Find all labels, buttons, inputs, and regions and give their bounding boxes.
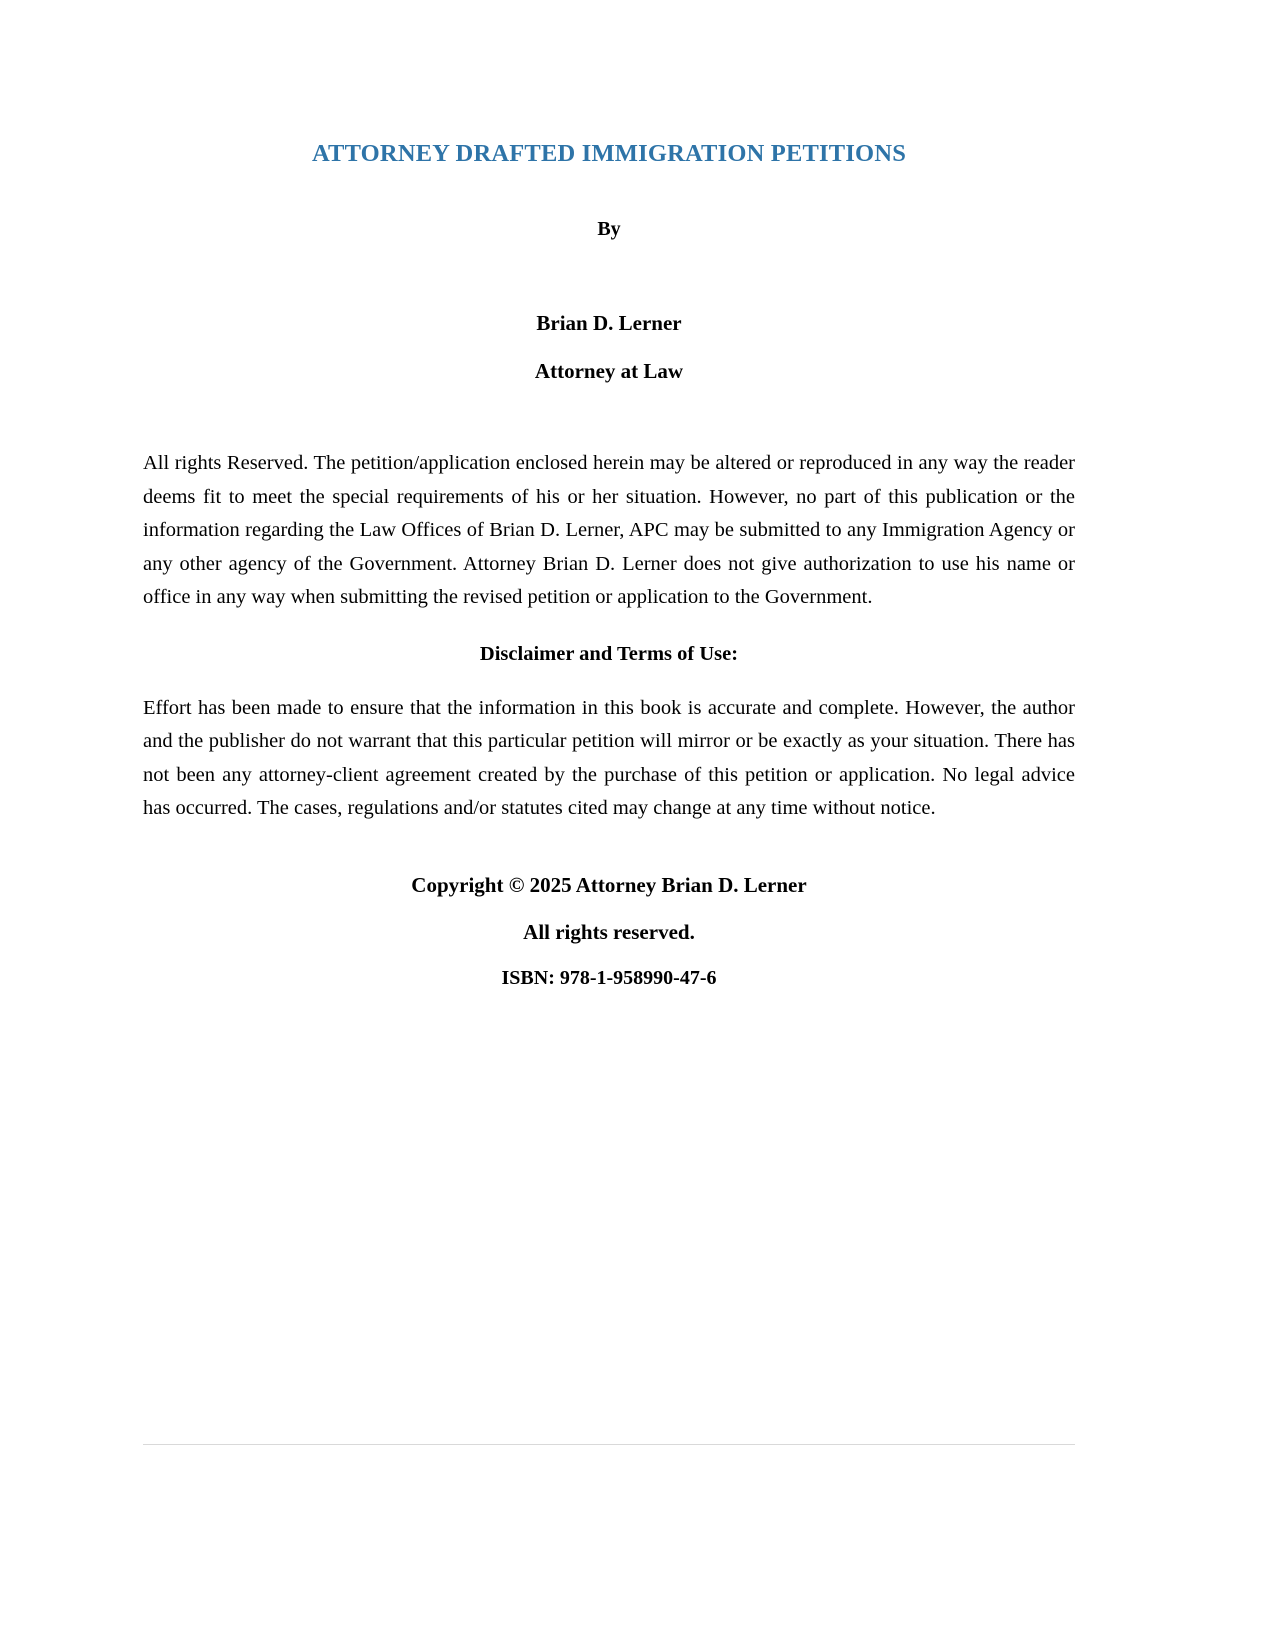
copyright-line: Copyright © 2025 Attorney Brian D. Lerner (411, 872, 807, 897)
page-content (143, 0, 1075, 990)
disclaimer-paragraph: Effort has been made to ensure that the information in this book is accurate and complete. However, the author and the publisher do not warrant that this particular petition will mirror or be exactly as your situation. There has not been any attorney-client agreement created by the purchase of this petition or application. No legal advice has occurred. The cases, regulations and/or statutes cited may change at any time without notice. (143, 696, 1075, 819)
author-name: Brian D. Lerner (536, 311, 682, 335)
page-title: ATTORNEY DRAFTED IMMIGRATION PETITIONS (311, 140, 907, 167)
byline-label: By (597, 218, 621, 240)
all-rights-reserved-line: All rights reserved. (523, 919, 695, 944)
disclaimer-heading: Disclaimer and Terms of Use: (479, 642, 739, 665)
rights-paragraph: All rights Reserved. The petition/application enclosed herein may be altered or reproduced in any way the reader deems fit to meet the special requirements of his or her situation. However, no part of this publication or the information regarding the Law Offices of Brian D. Lerner, APC may be submitted to any Immigration Agency or any other agency of the Government. Attorney Brian D. Lerner does not give authorization to use his name or office in any way when submitting the revised petition or application to the Government. (143, 452, 1075, 608)
isbn-line: ISBN: 978-1-958990-47-6 (501, 966, 717, 989)
footer-divider (143, 1444, 1075, 1445)
author-role: Attorney at Law (534, 359, 684, 383)
